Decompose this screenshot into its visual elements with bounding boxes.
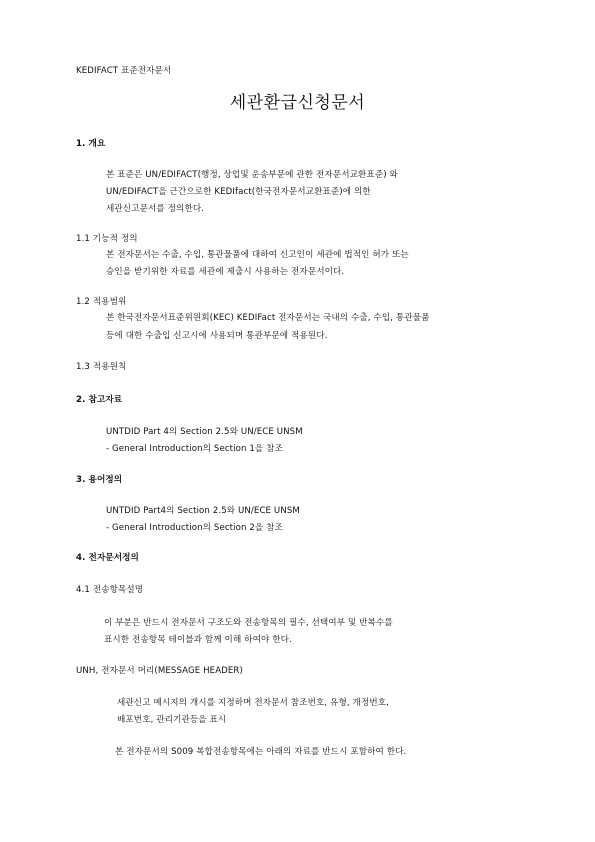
section-4-heading: 4. 전자문서정의 — [76, 553, 139, 563]
document-title: 세관환급신청문서 — [229, 93, 366, 113]
unh-line-1: 세관신고 메시지의 개시를 지정하며 전자문서 참조번호, 유형, 개정번호, — [117, 698, 389, 708]
document-header: KEDIFACT 표준전자문서 — [76, 66, 172, 76]
section-1-2-line-2: 등에 대한 수출입 신고시에 사용되며 통관부문에 적용된다. — [106, 331, 328, 341]
section-1-1-line-2: 승인을 받기위한 자료를 세관에 제출시 사용하는 전자문서이다. — [106, 267, 345, 277]
unh-heading: UNH, 전자문서 머리(MESSAGE HEADER) — [76, 666, 243, 676]
section-2-line-2: - General Introduction의 Section 1을 참조 — [106, 444, 283, 454]
section-1-line-3: 세관신고문서를 정의한다. — [106, 204, 205, 214]
section-1-line-1: 본 표준은 UN/EDIFACT(행정, 상업및 운송부문에 관한 전자문서교환표준) 와 — [106, 170, 398, 180]
unh-note: 본 전자문서의 S009 복합전송항목에는 아래의 자료를 반드시 포함하여 한다. — [115, 747, 407, 757]
section-3-line-1: UNTDID Part4의 Section 2.5와 UN/ECE UNSM — [106, 506, 300, 516]
unh-line-2: 배포번호, 관리기관등을 표시 — [117, 715, 227, 725]
section-1-2-line-1: 본 한국전자문서표준위원회(KEC) KEDIFact 전자문서는 국내의 수출, 수입, 통관물품 — [106, 313, 430, 323]
section-1-1-line-1: 본 전자문서는 수출, 수입, 통관물품에 대하여 신고인이 세관에 법적인 허가 또는 — [106, 250, 409, 260]
section-2-line-1: UNTDID Part 4의 Section 2.5와 UN/ECE UNSM — [106, 427, 303, 437]
section-1-1-heading: 1.1 기능적 정의 — [76, 234, 138, 244]
section-2-heading: 2. 참고자료 — [76, 395, 123, 405]
section-1-2-heading: 1.2 적용범위 — [76, 297, 127, 307]
section-4-1-line-1: 이 부분은 반드시 전자문서 구조도와 전송항목의 필수, 선택여부 및 반복수를 — [104, 618, 393, 628]
section-3-heading: 3. 용어정의 — [76, 475, 123, 485]
section-1-heading: 1. 개요 — [76, 139, 106, 149]
section-3-line-2: - General Introduction의 Section 2을 참조 — [106, 523, 283, 533]
section-4-1-line-2: 표시한 전송항목 테이블과 함께 이해 하여야 한다. — [104, 635, 292, 645]
section-4-1-heading: 4.1 전송항목설명 — [76, 585, 144, 595]
section-1-3-heading: 1.3 적용원칙 — [76, 362, 127, 372]
section-1-line-2: UN/EDIFACT을 근간으로한 KEDIfact(한국전자문서교환표준)에 의한 — [106, 187, 371, 197]
